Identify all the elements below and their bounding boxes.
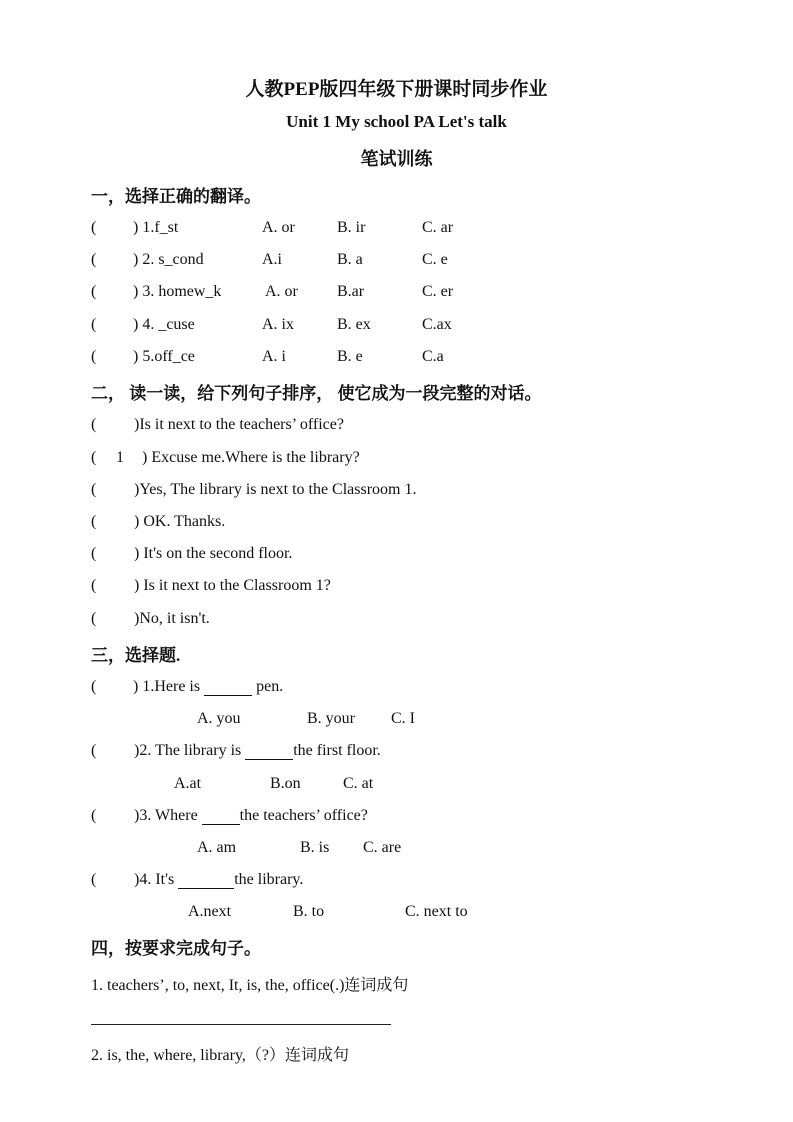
- stem-before: )4. It's: [134, 871, 179, 888]
- stem-after: the first floor.: [293, 742, 381, 759]
- part3-heading: 三，选择题.: [91, 646, 181, 665]
- part1-heading: 一，选择正确的翻译。: [91, 187, 261, 206]
- option-c: C. at: [343, 775, 374, 792]
- option-c: C. e: [422, 251, 448, 268]
- option-b: B. to: [293, 903, 325, 920]
- option-c: C. next to: [405, 903, 468, 920]
- option-b: B. is: [300, 839, 330, 856]
- answer-paren: (: [91, 219, 97, 236]
- part4-question-2: 2. is, the, where, library,（?）连词成句: [91, 1047, 350, 1064]
- answer-paren: (: [91, 481, 97, 498]
- stem-after: the teachers’ office?: [239, 807, 368, 824]
- answer-paren: (: [91, 577, 97, 594]
- sentence-text: )Yes, The library is next to the Classroom 1.: [134, 481, 417, 498]
- option-c: C. ar: [422, 219, 454, 236]
- question-stem: ) 2. s_cond: [133, 251, 204, 268]
- answer-paren: (: [91, 678, 97, 695]
- answer-paren: (: [91, 316, 97, 333]
- answer-paren: (: [91, 449, 97, 466]
- option-c: C. are: [363, 839, 402, 856]
- stem-after: the library.: [234, 871, 304, 888]
- answer-blank: [245, 743, 293, 760]
- answer-paren: (: [91, 283, 97, 300]
- answer-line: [91, 1024, 391, 1025]
- answer-paren: (: [91, 545, 97, 562]
- stem-before: ) 1.Here is: [133, 678, 205, 695]
- part4-heading: 四，按要求完成句子。: [91, 939, 261, 958]
- sentence-text: ) OK. Thanks.: [134, 513, 226, 530]
- option-c: C. er: [422, 283, 454, 300]
- answer-blank: [204, 679, 252, 696]
- question-stem: ) 4. _cuse: [133, 316, 195, 333]
- option-b: B. your: [307, 710, 355, 727]
- option-a: A. i: [262, 348, 286, 365]
- option-a: A.next: [188, 903, 232, 920]
- question-stem: [134, 742, 381, 760]
- option-b: B.on: [270, 775, 301, 792]
- option-a: A. am: [197, 839, 237, 856]
- question-stem: ) 5.off_ce: [133, 348, 195, 365]
- answer-paren: (: [91, 416, 97, 433]
- order-answer: 1: [116, 449, 124, 466]
- option-b: B. a: [337, 251, 363, 268]
- answer-paren: (: [91, 513, 97, 530]
- section-title: 笔试训练: [360, 149, 433, 169]
- answer-paren: (: [91, 610, 97, 627]
- option-a: A. ix: [262, 316, 294, 333]
- question-stem: ) 1.f_st: [133, 219, 179, 236]
- sentence-text: ) Is it next to the Classroom 1?: [134, 577, 331, 594]
- sentence-text: ) Excuse me.Where is the library?: [142, 449, 360, 466]
- part2-heading: 二， 读一读，给下列句子排序， 使它成为一段完整的对话。: [91, 384, 542, 403]
- option-a: A.at: [174, 775, 202, 792]
- option-b: B. ir: [337, 219, 366, 236]
- part4-question-1: 1. teachers’, to, next, It, is, the, office(.)连词成句: [91, 977, 409, 994]
- option-b: B.ar: [337, 283, 365, 300]
- answer-blank: [178, 872, 234, 889]
- option-a: A.i: [262, 251, 282, 268]
- answer-paren: (: [91, 807, 97, 824]
- option-c: C. I: [391, 710, 415, 727]
- worksheet-title: 人教PEP版四年级下册课时同步作业: [245, 79, 548, 100]
- answer-paren: (: [91, 742, 97, 759]
- sentence-text: )No, it isn't.: [134, 610, 210, 627]
- option-c: C.a: [422, 348, 444, 365]
- stem-before: )3. Where: [134, 807, 202, 824]
- option-a: A. you: [197, 710, 241, 727]
- sentence-text: ) It's on the second floor.: [134, 545, 293, 562]
- question-stem: [134, 871, 303, 889]
- question-stem: [134, 807, 368, 825]
- option-a: A. or: [265, 283, 298, 300]
- answer-paren: (: [91, 348, 97, 365]
- option-c: C.ax: [422, 316, 452, 333]
- sentence-text: )Is it next to the teachers’ office?: [134, 416, 344, 433]
- stem-after: pen.: [252, 678, 284, 695]
- option-b: B. e: [337, 348, 363, 365]
- unit-subtitle: Unit 1 My school PA Let's talk: [286, 112, 507, 131]
- answer-paren: (: [91, 871, 97, 888]
- option-a: A. or: [262, 219, 295, 236]
- question-stem: ) 3. homew_k: [133, 283, 222, 300]
- option-b: B. ex: [337, 316, 371, 333]
- answer-paren: (: [91, 251, 97, 268]
- answer-blank: [202, 808, 240, 825]
- question-stem: [133, 678, 283, 696]
- stem-before: )2. The library is: [134, 742, 246, 759]
